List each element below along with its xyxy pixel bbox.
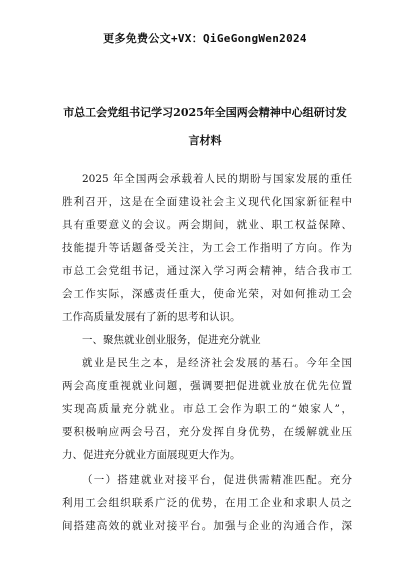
paragraph-line: （一）搭建就业对接平台，促进供需精准匹配。充分 xyxy=(82,474,352,486)
paragraph-line: 具有重要意义的会议。两会期间，就业、职工权益保障、 xyxy=(62,219,352,231)
section-heading: 一、聚焦就业创业服务，促进充分就业 xyxy=(82,334,261,346)
document-title-line-2: 言材料 xyxy=(188,134,222,147)
paragraph-line: 要积极响应两会号召，充分发挥自身优势，在缓解就业压 xyxy=(62,426,352,438)
paragraph-line: 就业是民生之本，是经济社会发展的基石。今年全国 xyxy=(82,357,352,369)
paragraph-line: 技能提升等话题备受关注，为工会工作指明了方向。作为 xyxy=(62,242,352,254)
paragraph-line: 力、促进充分就业方面展现更大作为。 xyxy=(62,449,241,461)
paragraph-line: 利用工会组织联系广泛的优势，在用工企业和求职人员之 xyxy=(62,497,352,509)
paragraph-line: 实现高质量充分就业。市总工会作为职工的“娘家人”， xyxy=(62,403,352,415)
paragraph-line: 工作高质量发展有了新的思考和认识。 xyxy=(62,311,241,323)
paragraph-line: 2025 年全国两会承载着人民的期盼与国家发展的重任 xyxy=(82,173,352,185)
paragraph-line: 会工作实际，深感责任重大，使命光荣，对如何推动工会 xyxy=(62,288,352,300)
paragraph-line: 市总工会党组书记，通过深入学习两会精神，结合我市工 xyxy=(62,265,352,277)
document-title-line-1: 市总工会党组书记学习2025年全国两会精神中心组研讨发 xyxy=(63,106,347,119)
paragraph-line: 间搭建高效的就业对接平台。加强与企业的沟通合作，深 xyxy=(62,520,352,532)
watermark-header: 更多免费公文+VX：QiGeGongWen2024 xyxy=(103,32,307,45)
paragraph-line: 胜利召开，这是在全面建设社会主义现代化国家新征程中 xyxy=(62,196,352,208)
paragraph-line: 两会高度重视就业问题，强调要把促进就业放在优先位置 xyxy=(62,380,352,392)
